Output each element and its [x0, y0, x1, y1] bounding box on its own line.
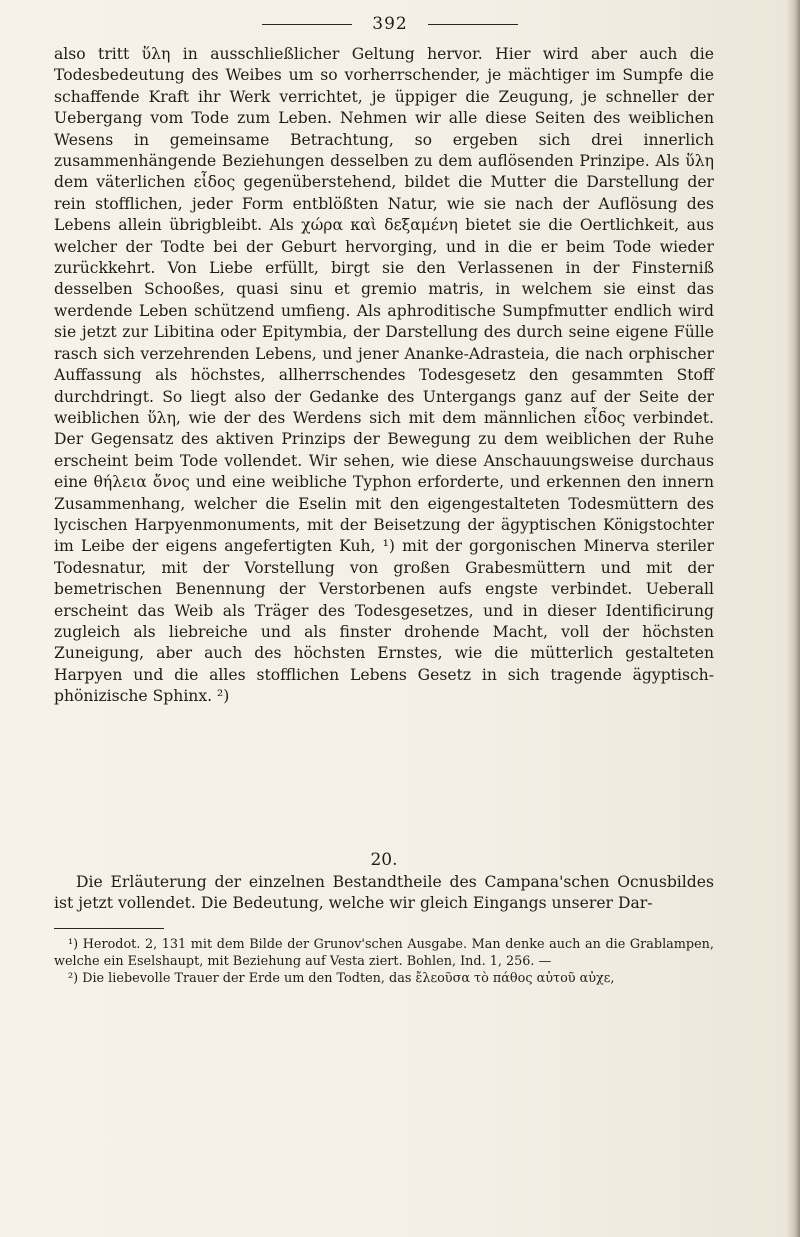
footnote-2: ²) Die liebevolle Trauer der Erde um den Todten, das ἔλεοῦσα τὸ πάθος αὐτοῦ αὐχε, — [68, 971, 615, 986]
section-number: 20. — [370, 850, 398, 870]
section-paragraph: Die Erläuterung der einzelnen Bestandtheile des Campana'schen Ocnusbildes ist jetzt vollendet. Die Bedeutung, welche wir gleich Eingangs unserer Dar- — [54, 873, 714, 913]
page-edge-shadow — [786, 0, 800, 1237]
header-dash-right — [428, 24, 518, 25]
footnote-rule — [54, 928, 164, 929]
page-header — [60, 14, 720, 34]
main-paragraph: also tritt ὕλη in ausschließlicher Geltung hervor. Hier wird aber auch die Todesbedeutung des Weibes um so vorherrschender, je mächtiger im Sumpfe die schaffende Kraft ihr Werk verrichtet, je üppiger die Zeugung, je schneller der Uebergang vom Tode zum Leben. Nehmen wir alle diese Seiten des weiblichen Wesens in gemeinsame Betrachtung, so ergeben sich drei innerlich zusammenhängende Beziehungen desselben zu dem auflösenden Prinzipe. Als ὕλη dem väterlichen εἶδος gegenüberstehend, bildet die Mutter die Darstellung der rein stofflichen, jeder Form entblößten Natur, wie sie nach der Auflösung des Lebens allein übrigbleibt. Als χώρα καὶ δεξαμένη bietet sie die Oertlichkeit, aus welcher der Todte bei der Geburt hervorging, und in die er beim Tode wieder zurückkehrt. Von Liebe erfüllt, birgt sie den Verlassenen in der Finsterniß desselben Schooßes, quasi sinu et gremio matris, in welchem sie einst das werdende Leben schützend umfieng. Als aphroditische Sumpfmutter endlich wird sie jetzt zur Libitina oder Epitymbia, der Darstellung des durch seine eigene Fülle rasch sich verzehrenden Lebens, und jener Ananke-Adrasteia, die nach orphischer Auffassung als höchstes, allherrschendes Todesgesetz den gesammten Stoff durchdringt. So liegt also der Gedanke des Untergangs ganz auf der Seite der weiblichen ὕλη, wie der des Werdens sich mit dem männlichen εἶδος verbindet. Der Gegensatz des aktiven Prinzips der Bewegung zu dem weiblichen der Ruhe erscheint beim Tode vollendet. Wir sehen, wie diese Anschauungsweise durchaus eine θήλεια ὄνος und eine weibliche Typhon erforderte, und erkennen den innern Zusammenhang, welcher die Eselin mit den eigengestalteten Todesmüttern des lycischen Harpyenmonuments, mit der Beisetzung der ägyptischen Königstochter im Leibe der eigens angefertigten Kuh, ¹) mit der gorgonischen Minerva steriler Todesnatur, mit der Vorstellung von großen Grabesmüttern und mit der bemetrischen Benennung der Verstorbenen aufs engste verbindet. Ueberall erscheint das Weib als Träger des Todesgesetzes, und in dieser Identificirung zugleich als liebreiche und als finster drohende Macht, voll der höchsten Zuneigung, aber auch des höchsten Ernstes, wie die mütterlich gestalteten Harpyen und die alles stofflichen Lebens Gesetz in sich tragende ägyptisch-phönizische Sphinx. ²) — [54, 45, 714, 706]
header-dash-left — [262, 24, 352, 25]
page-number: 392 — [372, 14, 408, 34]
footnotes — [54, 936, 714, 987]
footnote-1: ¹) Herodot. 2, 131 mit dem Bilde der Grunov'schen Ausgabe. Man denke auch an die Grablampen, welche ein Eselshaupt, mit Beziehung auf Vesta ziert. Bohlen, Ind. 1, 256. — — [54, 937, 714, 969]
